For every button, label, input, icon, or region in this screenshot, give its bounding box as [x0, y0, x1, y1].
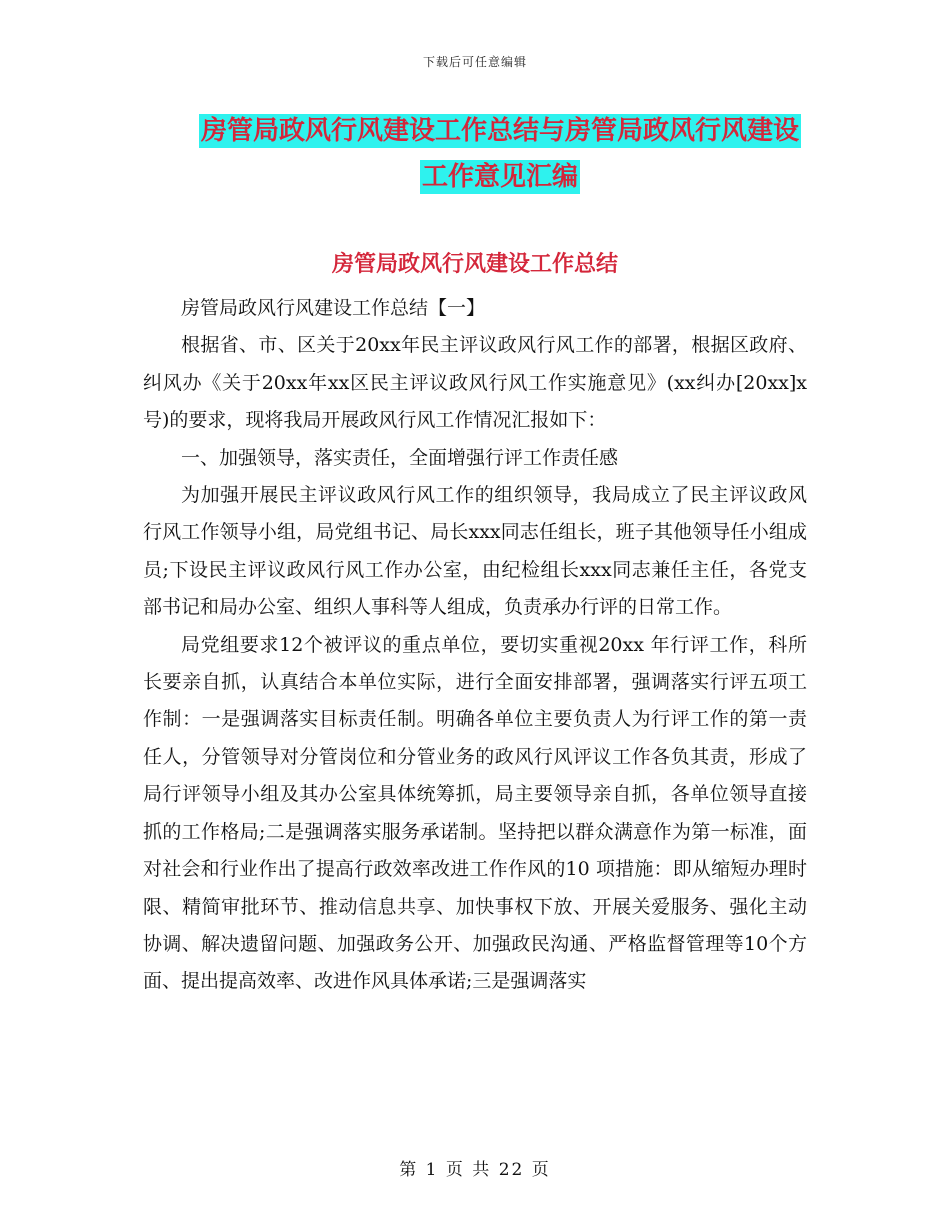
- paragraph: 一、加强领导，落实责任，全面增强行评工作责任感: [181, 446, 619, 469]
- body-text: [143, 290, 807, 1001]
- section-title: 房管局政风行风建设工作总结: [331, 252, 618, 277]
- header-note: 下载后可任意编辑: [422, 55, 527, 69]
- paragraph: 根据省、市、区关于20xx年民主评议政风行风工作的部署，根据区政府、纠风办《关于20xx年xx区民主评议政风行风工作实施意见》(xx纠办[20xx]x号)的要求，现将我局开展政风行风工作情况汇报如下：: [143, 334, 807, 432]
- paragraph: 为加强开展民主评议政风行风工作的组织领导，我局成立了民主评议政风行风工作领导小组，局党组书记、局长xxx同志任组长，班子其他领导任小组成员;下设民主评议政风行风工作办公室，由纪检组长xxx同志兼任主任，各党支部书记和局办公室、组织人事科等人组成，负责承办行评的日常工作。: [143, 484, 807, 619]
- paragraph: 局党组要求12个被评议的重点单位，要切实重视20xx 年行评工作，科所长要亲自抓，认真结合本单位实际，进行全面安排部署，强调落实行评五项工作制：一是强调落实目标责任制。明确各单位主要负责人为行评工作的第一责任人，分管领导对分管岗位和分管业务的政风行风评议工作各负其责，形成了局行评领导小组及其办公室具体统筹抓，局主要领导亲自抓，各单位领导直接抓的工作格局;二是强调落实服务承诺制。坚持把以群众满意作为第一标准，面对社会和行业作出了提高行政效率改进工作作风的10 项措施：即从缩短办理时限、精简审批环节、推动信息共享、加快事权下放、开展关爱服务、强化主动协调、解决遗留问题、加强政务公开、加强政民沟通、严格监督管理等10个方面、提出提高效率、改进作风具体承诺;三是强调落实: [143, 633, 807, 993]
- paragraph: 房管局政风行风建设工作总结【一】: [181, 297, 486, 319]
- title-line-1: 房管局政风行风建设工作总结与房管局政风行风建设: [200, 116, 799, 146]
- document-title: [150, 108, 850, 200]
- title-line-2: 工作意见汇编: [421, 162, 578, 192]
- page-footer: 第 1 页 共 22 页: [399, 1160, 551, 1180]
